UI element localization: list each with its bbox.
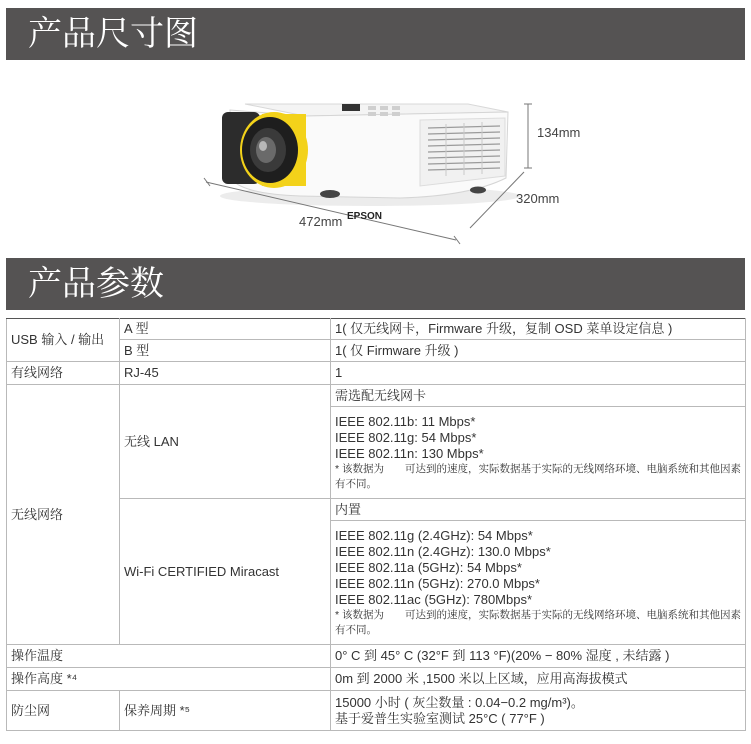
dust-value-line-2: 基于爱普生实验室测试 25°C ( 77°F ) — [335, 710, 545, 726]
dimensions-section-header — [6, 8, 745, 60]
dimensions-title: 产品尺寸图 — [28, 14, 198, 54]
table-row — [7, 362, 746, 385]
usb-type-b-value: 1( 仅 Firmware 升级 ) — [331, 340, 746, 362]
height-dimension-label: 134mm — [537, 125, 581, 140]
miracast-speed-3: IEEE 802.11a (5GHz): 54 Mbps* — [335, 559, 522, 575]
lan-speed-3: IEEE 802.11n: 130 Mbps* — [335, 445, 484, 461]
miracast-footnote: * 该数据为 可达到的速度，实际数据基于实际的无线网络环境、电脑系统和其他因素有不同。 — [335, 608, 742, 636]
wireless-lan-cell: 无线 LAN — [120, 385, 331, 499]
usb-type-a-value: 1( 仅无线网卡，Firmware 升级，复制 OSD 菜单设定信息 ) — [331, 319, 746, 340]
table-row — [7, 645, 746, 668]
altitude-value-cell: 0m 到 2000 米 ,1500 米以上区域，应用高海拔模式 — [331, 668, 746, 691]
specs-section-header — [6, 258, 745, 310]
temp-value-cell: 0° C 到 45° C (32°F 到 113 °F)(20% − 80% 湿度 , 未结露 ) — [331, 645, 746, 668]
temp-label-cell: 操作温度 — [7, 645, 331, 668]
specs-title: 产品参数 — [28, 264, 164, 304]
wired-value-cell: 1 — [331, 362, 746, 385]
miracast-speed-1: IEEE 802.11g (2.4GHz): 54 Mbps* — [335, 527, 533, 543]
wired-label-cell: 有线网络 — [7, 362, 120, 385]
wireless-label-cell: 无线网络 — [7, 385, 120, 645]
lan-speed-2: IEEE 802.11g: 54 Mbps* — [335, 429, 477, 445]
table-row — [7, 668, 746, 691]
dust-sub-cell: 保养周期 *⁵ — [120, 691, 331, 731]
usb-type-b-cell: B 型 — [120, 340, 331, 362]
table-row — [7, 691, 746, 731]
miracast-speed-2: IEEE 802.11n (2.4GHz): 130.0 Mbps* — [335, 543, 551, 559]
width-dimension-label: 472mm — [299, 214, 343, 229]
projector-illustration — [0, 74, 751, 254]
miracast-speed-4: IEEE 802.11n (5GHz): 270.0 Mbps* — [335, 575, 540, 591]
depth-dimension-label: 320mm — [516, 191, 560, 206]
miracast-option: 内置 — [331, 499, 746, 521]
wireless-lan-option: 需选配无线网卡 — [331, 385, 746, 407]
dust-label-cell: 防尘网 — [7, 691, 120, 731]
dust-value-cell — [331, 691, 746, 731]
wireless-lan-speeds-cell — [331, 407, 746, 499]
miracast-speeds-cell — [331, 521, 746, 645]
usb-label-cell: USB 输入 / 输出 — [7, 319, 120, 362]
miracast-label-cell: Wi-Fi CERTIFIED Miracast — [120, 499, 331, 645]
usb-type-a-cell: A 型 — [120, 319, 331, 340]
miracast-speed-5: IEEE 802.11ac (5GHz): 780Mbps* — [335, 591, 533, 607]
table-row — [7, 385, 746, 407]
wired-sub-cell: RJ-45 — [120, 362, 331, 385]
table-row — [7, 319, 746, 340]
lan-speed-1: IEEE 802.11b: 11 Mbps* — [335, 413, 476, 429]
projector-dimension-figure — [0, 74, 751, 254]
brand-logo-text: EPSON — [347, 211, 383, 222]
altitude-label-cell: 操作高度 *⁴ — [7, 668, 331, 691]
lan-footnote: * 该数据为 可达到的速度，实际数据基于实际的无线网络环境、电脑系统和其他因素有不同。 — [335, 462, 742, 490]
dust-value-line-1: 15000 小时 ( 灰尘数量 : 0.04−0.2 mg/m³)。 — [335, 694, 584, 710]
spec-table — [6, 318, 746, 731]
